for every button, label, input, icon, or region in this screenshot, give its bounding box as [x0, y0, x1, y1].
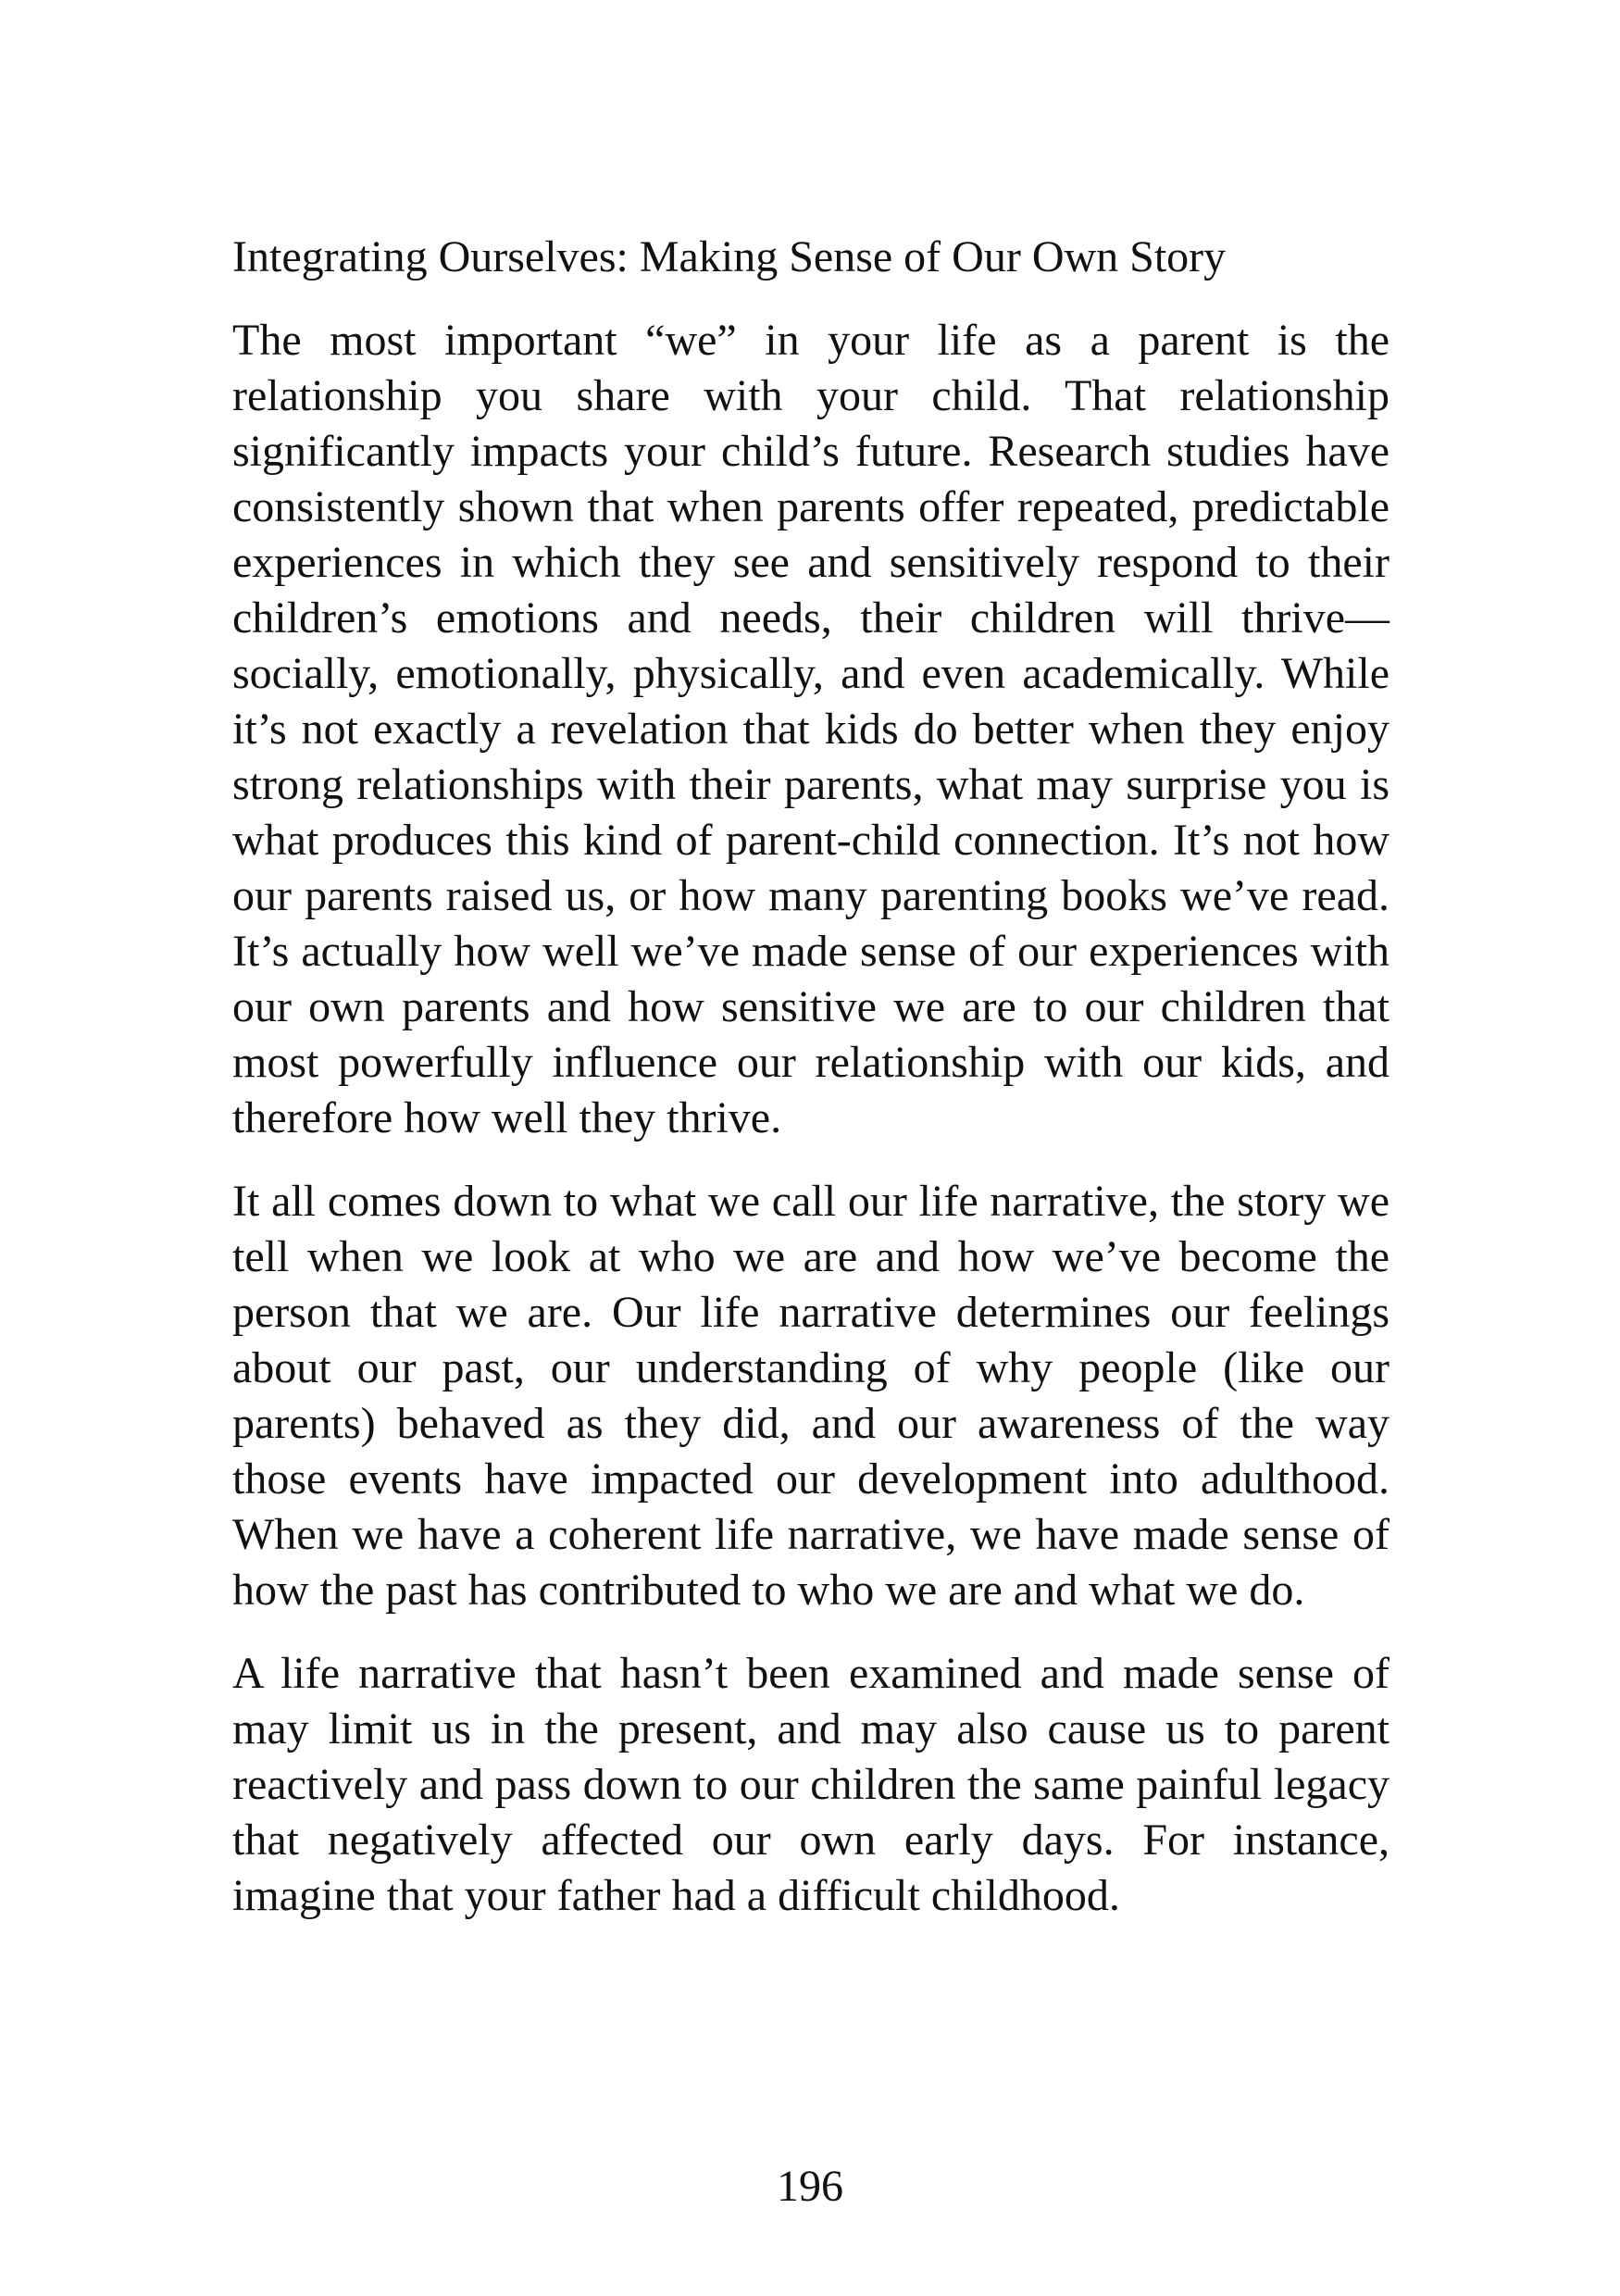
paragraph-1: The most important “we” in your life as a parent is the relationship you share with your child. That relationship significantly impacts your child’s future. Research studies have consistently shown that when parents offer repeated, predictable experiences in which they see and sensitively respond to their children’s emotions and needs, their children will thrive—socially, emotionally, physically, and even academically. While it’s not exactly a revelation that kids do better when they enjoy strong relationships with their parents, what may surprise you is what produces this kind of parent-child connection. It’s not how our parents raised us, or how many parenting books we’ve read. It’s actually how well we’ve made sense of our experiences with our own parents and how sensitive we are to our children that most powerfully influence our relationship with our kids, and therefore how well they thrive. — [232, 316, 1389, 1142]
paragraph-2: It all comes down to what we call our life narrative, the story we tell when we look at who we are and how we’ve become the person that we are. Our life narrative determines our feelings about our past, our understanding of why people (like our parents) behaved as they did, and our awareness of the way those events have impacted our development into adulthood. When we have a coherent life narrative, we have made sense of how the past has contributed to who we are and what we do. — [232, 1177, 1389, 1615]
section-heading: Integrating Ourselves: Making Sense of Our Own Story — [232, 232, 1227, 281]
page-number: 196 — [777, 2162, 843, 2211]
paragraph-3: A life narrative that hasn’t been examined and made sense of may limit us in the present, and may also cause us to parent reactively and pass down to our children the same painful legacy that negatively affected our own early days. For instance, imagine that your father had a difficult childhood. — [232, 1649, 1389, 1920]
page-body — [232, 230, 1389, 1952]
